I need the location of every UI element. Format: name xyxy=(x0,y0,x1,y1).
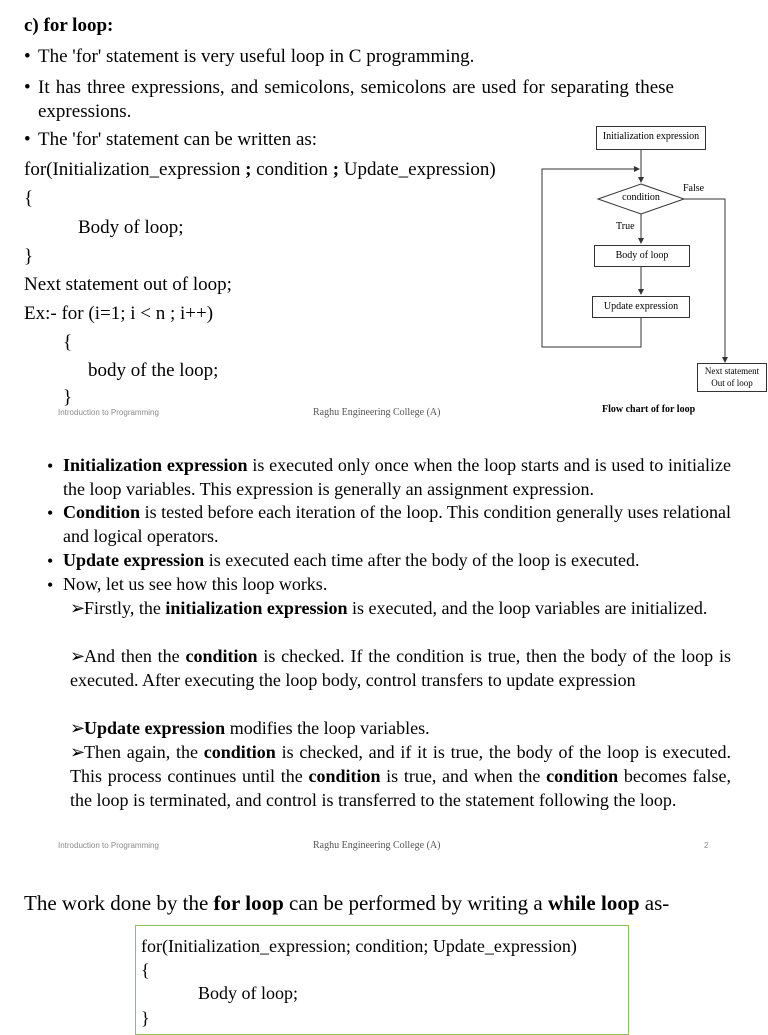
bullet-init: Initialization expression is executed only once when the loop starts and is used to initialize the loop variables. This expression is generally an assignment expression. xyxy=(63,455,731,499)
bullet-condition: Condition is tested before each iteration of the loop. This condition generally uses relational and logical operators. xyxy=(63,502,731,546)
example-line: Ex:- for (i=1; i < n ; i++) xyxy=(24,303,214,324)
bullet-update: Update expression is executed each time after the body of the loop is executed. xyxy=(63,550,640,570)
footer-center: Raghu Engineering College (A) xyxy=(313,407,441,418)
flowchart-false-label: False xyxy=(683,183,705,194)
footer-center: Raghu Engineering College (A) xyxy=(313,840,441,851)
arrow-item-2: And then the condition is checked. If the condition is true, then the body of the loop is executed. After executing the loop body, control transfers to update expression xyxy=(70,646,731,690)
for-syntax-line: for(Initialization_expression ; condition ; Update_expression) xyxy=(24,159,496,180)
next-statement: Next statement out of loop; xyxy=(24,274,232,295)
code-line-1: for(Initialization_expression; condition; Update_expression) xyxy=(141,936,577,956)
arrow-bullet-icon: ➢ xyxy=(70,718,86,738)
code-box xyxy=(135,925,629,1035)
arrow-item-4: Then again, the condition is checked, and if it is true, the body of the loop is executed. This process continues until the condition is true, and when the condition becomes false, the loop is terminated, and control is transferred to the statement following the loop. xyxy=(70,742,732,810)
bullet-dot: • xyxy=(47,503,54,523)
arrow-bullet-icon: ➢ xyxy=(70,646,86,666)
bullet-now: Now, let us see how this loop works. xyxy=(63,574,328,594)
bullet-dot: • xyxy=(47,575,54,595)
flowchart-true-label: True xyxy=(616,221,635,232)
while-intro: The work done by the for loop can be performed by writing a while loop as- xyxy=(24,891,670,915)
syntax-open-brace: { xyxy=(24,188,34,209)
flowchart-update-box: Update expression xyxy=(592,296,690,318)
syntax-body: Body of loop; xyxy=(78,217,184,238)
example-body: body of the loop; xyxy=(88,360,219,381)
flowchart-next-box: Next statement Out of loop xyxy=(697,363,767,392)
code-close-brace: } xyxy=(141,1008,150,1028)
bullet-dot: • xyxy=(47,551,54,571)
flowchart-init-box: Initialization expression xyxy=(596,126,706,150)
bullet-text: It has three expressions, and semicolons, semicolons are used for separating these expressions. xyxy=(38,77,674,122)
bullet-text: The 'for' statement is very useful loop in C programming. xyxy=(38,46,475,67)
bullet-dot: • xyxy=(24,129,31,150)
bullet-dot: • xyxy=(24,77,31,98)
flowchart-caption: Flow chart of for loop xyxy=(602,404,696,415)
footer-left: Introduction to Programming xyxy=(58,841,159,850)
bullet-dot: • xyxy=(24,46,31,67)
section-heading: c) for loop: xyxy=(24,15,114,36)
page-number: 2 xyxy=(704,841,709,850)
code-open-brace: { xyxy=(141,960,150,980)
arrow-item-1: Firstly, the initialization expression is executed, and the loop variables are initialized. xyxy=(84,598,708,618)
footer-left: Introduction to Programming xyxy=(58,408,159,417)
flowchart-body-box: Body of loop xyxy=(594,245,690,267)
syntax-close-brace: } xyxy=(24,246,34,267)
bullet-text: The 'for' statement can be written as: xyxy=(38,129,318,150)
example-close-brace: } xyxy=(63,387,73,406)
example-open-brace: { xyxy=(63,332,73,353)
arrow-item-3: Update expression modifies the loop variables. xyxy=(84,718,430,738)
arrow-bullet-icon: ➢ xyxy=(70,742,86,762)
arrow-bullet-icon: ➢ xyxy=(70,598,86,618)
code-body: Body of loop; xyxy=(198,983,299,1003)
bullet-dot: • xyxy=(47,456,54,476)
flowchart-condition-label: condition xyxy=(622,192,660,203)
